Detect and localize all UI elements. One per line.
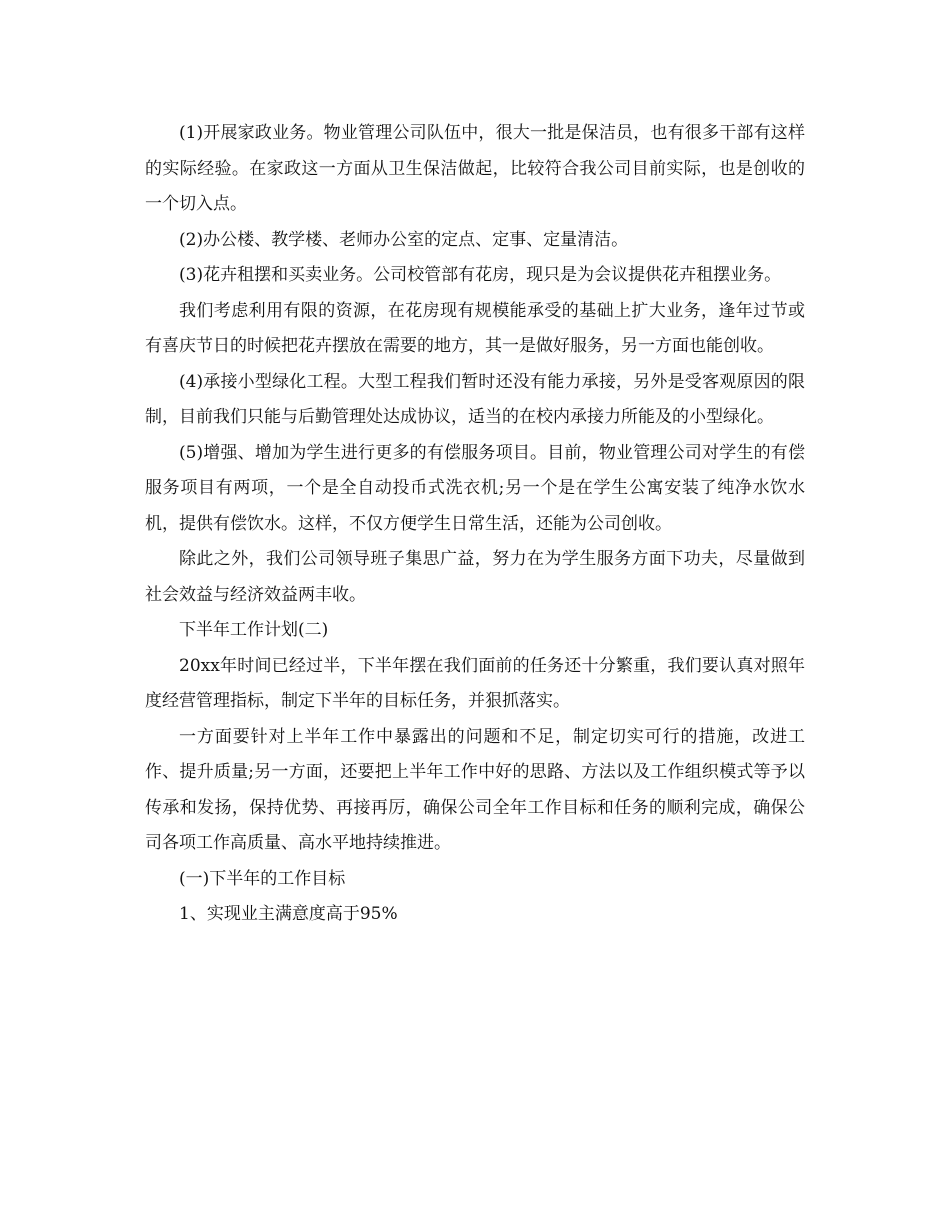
paragraph-cleaning: (2)办公楼、教学楼、老师办公室的定点、定事、定量清洁。 bbox=[179, 229, 629, 250]
subheading-work-goals: (一)下半年的工作目标 bbox=[179, 868, 346, 889]
paragraph-flower-rental: (3)花卉租摆和买卖业务。公司校管部有花房，现只是为会议提供花卉租摆业务。 bbox=[179, 265, 782, 285]
document-body bbox=[145, 116, 805, 933]
paragraph-greening: (4)承接小型绿化工程。大型工程我们暂时还没有能力承接，另外是受客观原因的限制，目前我们只能与后勤管理处达成协议，适当的在校内承接力所能及的小型绿化。 bbox=[145, 371, 805, 427]
paragraph-improvement: 一方面要针对上半年工作中暴露出的问题和不足，制定切实可行的措施，改进工作、提升质量;另一方面，还要把上半年工作中好的思路、方法以及工作组织模式等予以传承和发扬，保持优势、再接再厉，确保公司全年工作目标和任务的顺利完成，确保公司各项工作高质量、高水平地持续推进。 bbox=[145, 726, 805, 853]
paragraph-benefits: 除此之外，我们公司领导班子集思广益，努力在为学生服务方面下功夫，尽量做到社会效益与经济效益两丰收。 bbox=[145, 549, 805, 605]
section-heading-plan-two: 下半年工作计划(二) bbox=[179, 620, 329, 640]
paragraph-paid-services: (5)增强、增加为学生进行更多的有偿服务项目。目前，物业管理公司对学生的有偿服务项目有两项，一个是全自动投币式洗衣机;另一个是在学生公寓安装了纯净水饮水机，提供有偿饮水。这样，不仅方便学生日常生活，还能为公司创收。 bbox=[145, 442, 805, 534]
paragraph-resource-use: 我们考虑利用有限的资源，在花房现有规模能承受的基础上扩大业务，逢年过节或有喜庆节日的时候把花卉摆放在需要的地方，其一是做好服务，另一方面也能创收。 bbox=[145, 300, 805, 356]
list-item-satisfaction-goal: 1、实现业主满意度高于95% bbox=[179, 904, 398, 924]
paragraph-half-year: 20xx年时间已经过半，下半年摆在我们面前的任务还十分繁重，我们要认真对照年度经营管理指标，制定下半年的目标任务，并狠抓落实。 bbox=[145, 655, 805, 711]
paragraph-home-service: (1)开展家政业务。物业管理公司队伍中，很大一批是保洁员，也有很多干部有这样的实际经验。在家政这一方面从卫生保洁做起，比较符合我公司目前实际，也是创收的一个切入点。 bbox=[145, 123, 805, 214]
